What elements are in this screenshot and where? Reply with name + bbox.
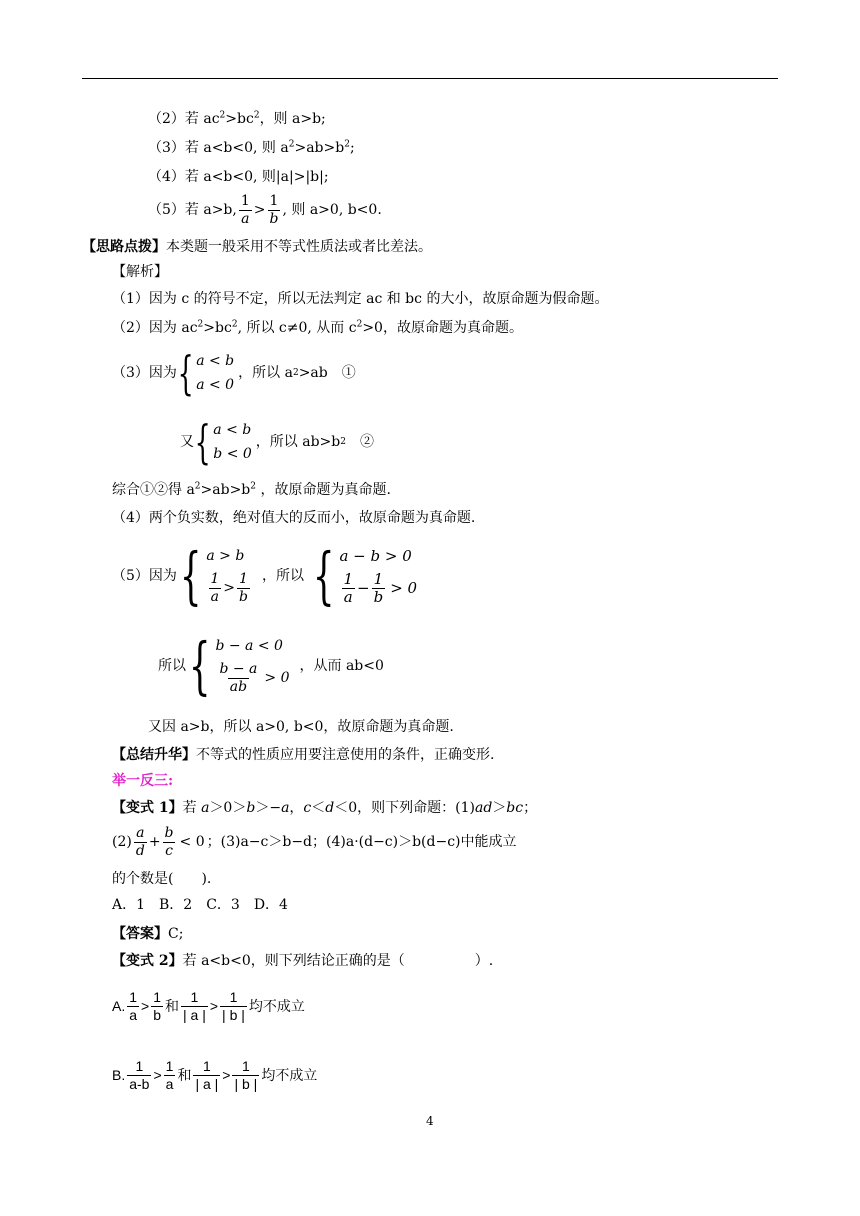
summary-line: 【总结升华】不等式的性质应用要注意使用的条件，正确变形. — [112, 747, 495, 763]
analysis-heading: 【解析】 — [112, 264, 168, 280]
analysis-p5c: 又因 a>b，所以 a>0, b<0，故原命题为真命题. — [148, 719, 454, 735]
option-a: A. $\frac{1}{a}$ > $\frac{1}{b}$ 和 $\frac{1}{| a |}$ > $\frac{1}{| b |}$ 均不成立 — [112, 988, 305, 1023]
analysis-p5: （5）因为 { a > b $\frac{1}{a}$ > $\frac{1}{b}$ ，所以 { a − b > 0 $\frac{1}{a}$ − $\frac{1}{b}$ > 0 — [112, 539, 418, 612]
system-brace: { a < b b < 0 — [194, 415, 252, 469]
item-5: （5）若 a>b, $\frac{1}{a}$ > $\frac{1}{b}$ , 则 a>0, b<0. — [148, 192, 382, 227]
analysis-p3: （3）因为 { a < b a < 0 ，所以 a 2 >ab ① — [112, 346, 356, 400]
item-2: （2）若 $ac^2>bc^2$，则 a>b; — [148, 110, 326, 127]
analysis-p2: （2）因为 $ac^2>bc^2$, 所以 c≠0, 从而 $c^2>0$，故原命题为真命题。 — [112, 319, 523, 336]
variant-1-line-1: 【变式 1】若 a＞0＞b＞−a，c＜d＜0，则下列命题：(1)ad＞bc； — [112, 800, 538, 816]
system-brace: { b − a < 0 $\frac{b - a}{ab}$ > 0 — [188, 629, 290, 702]
analysis-p3c: 综合①②得 $a^2>ab>b^2$ ，故原命题为真命题. — [112, 481, 391, 498]
variant-2-question: 【变式 2】若 a<b<0，则下列结论正确的是（ ）. — [112, 953, 494, 969]
item-3: （3）若 a<b<0, 则 $a^2>ab>b^2$; — [148, 139, 355, 156]
option-b: B. $\frac{1}{a-b}$ > $\frac{1}{a}$ 和 $\frac{1}{| a |}$ > $\frac{1}{| b |}$ 均不成立 — [112, 1057, 318, 1092]
analysis-p1: （1）因为 c 的符号不定，所以无法判定 ac 和 bc 的大小，故原命题为假命题。 — [112, 291, 609, 307]
analysis-p3b: 又 { a < b b < 0 ，所以 ab>b 2 ② — [180, 415, 374, 469]
variant-1-options: A．1 B．2 C．3 D．4 — [112, 897, 288, 913]
system-brace: { a > b $\frac{1}{a}$ > $\frac{1}{b}$ — [179, 539, 248, 612]
practice-title: 举一反三: — [112, 773, 174, 789]
analysis-p4: （4）两个负实数，绝对值大的反而小，故原命题为真命题. — [112, 510, 476, 526]
answer-line: 【答案】C; — [112, 926, 184, 942]
variant-1-line-3: 的个数是( ). — [112, 871, 212, 887]
fraction: $\frac{1}{a}$ — [240, 192, 250, 227]
system-brace: { a < b a < 0 — [177, 346, 235, 400]
fraction: $\frac{1}{b}$ — [269, 192, 279, 227]
analysis-p5b: 所以 { b − a < 0 $\frac{b - a}{ab}$ > 0 ，从而 ab<0 — [158, 629, 384, 702]
hint-line: 【思路点拨】本类题一般采用不等式性质法或者比差法。 — [82, 239, 432, 255]
variant-1-line-2: (2) $\frac{a}{d}$ + $\frac{b}{c}$ < 0 ；(3)a−c＞b−d；(4)a·(d−c)＞b(d−c)中能成立 — [112, 824, 517, 859]
item-4: （4）若 a<b<0, 则|a|>|b|; — [148, 169, 329, 185]
header-rule — [82, 78, 778, 79]
system-brace: { a − b > 0 $\frac{1}{a}$ − $\frac{1}{b}$ > 0 — [312, 539, 418, 612]
page-number: 4 — [426, 1114, 434, 1128]
